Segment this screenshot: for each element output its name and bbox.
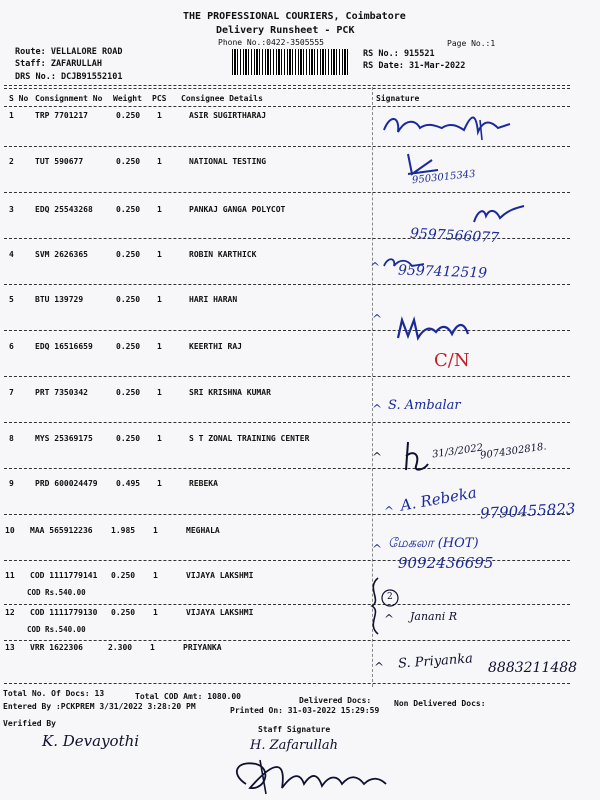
cell-pcs: 1 — [157, 434, 162, 443]
total-docs: Total No. Of Docs: 13 — [3, 689, 105, 698]
printed-on: Printed On: 31-03-2022 15:29:59 — [230, 706, 380, 715]
handwritten-signature: A. Rebeka — [399, 483, 479, 515]
table-row — [0, 571, 600, 587]
cell-sno: 1 — [9, 111, 14, 120]
col-consignment: Consignment No — [35, 94, 103, 103]
cell-pcs: 1 — [157, 157, 162, 166]
table-row — [0, 643, 600, 659]
cell-weight: 0.250 — [116, 250, 141, 259]
handwritten-date: 31/3/2022 — [431, 442, 484, 461]
handwritten-signature: S. Ambalar — [388, 398, 461, 413]
col-sno: S No — [9, 94, 29, 103]
cell-consignment: BTU 139729 — [35, 295, 84, 304]
cell-weight: 0.250 — [116, 388, 141, 397]
tick-mark: ^ — [384, 504, 395, 518]
phone-number: Phone No.:0422-3505555 — [218, 38, 324, 47]
handwritten-phone: 9092436695 — [398, 554, 494, 572]
cell-weight: 1.985 — [111, 526, 136, 535]
cell-weight: 0.250 — [116, 295, 141, 304]
handwritten-signature: மேகலா (HOT) — [388, 536, 479, 551]
row-divider — [4, 640, 570, 641]
cell-consignee: NATIONAL TESTING — [189, 157, 267, 166]
cell-consignee: S T ZONAL TRAINING CENTER — [189, 434, 310, 443]
table-row — [0, 608, 600, 624]
rs-number: RS No.: 915521 — [363, 49, 435, 59]
signature-row-1 — [380, 108, 520, 144]
cell-sno: 9 — [9, 479, 14, 488]
rs-date: RS Date: 31-Mar-2022 — [363, 61, 466, 71]
staff-signature-scribble — [226, 754, 406, 798]
cell-consignment: MYS 25369175 — [35, 434, 93, 443]
cell-weight: 0.250 — [116, 342, 141, 351]
cell-sno: 12 — [5, 608, 15, 617]
handwritten-signature: S. Priyanka — [397, 651, 474, 672]
route: Route: VELLALORE ROAD — [15, 47, 123, 57]
row-divider — [4, 146, 570, 147]
cell-pcs: 1 — [157, 342, 162, 351]
cell-consignment: MAA 565912236 — [30, 526, 93, 535]
table-row — [0, 157, 600, 173]
col-pcs: PCS — [152, 94, 167, 103]
table-row — [0, 250, 600, 266]
runsheet-title: Delivery Runsheet - PCK — [216, 25, 355, 36]
col-signature: Signature — [376, 94, 420, 103]
verified-by: Verified By — [3, 719, 56, 728]
cell-weight: 0.250 — [111, 571, 136, 580]
row-divider — [4, 468, 570, 469]
cell-pcs: 1 — [157, 111, 162, 120]
total-cod: Total COD Amt: 1080.00 — [135, 692, 241, 701]
cell-weight: 0.250 — [111, 608, 136, 617]
cell-weight: 0.250 — [116, 205, 141, 214]
delivered-docs: Delivered Docs: — [299, 696, 372, 705]
bracket-mark — [362, 572, 412, 640]
cell-sno: 13 — [5, 643, 15, 652]
table-row — [0, 479, 600, 495]
cell-weight: 2.300 — [108, 643, 133, 652]
cell-consignment: PRD 600024479 — [35, 479, 98, 488]
cell-consignment: COD 1111779141 — [30, 571, 98, 580]
row-divider — [4, 422, 570, 423]
signature-row-5 — [394, 314, 484, 346]
cell-weight: 0.495 — [116, 479, 141, 488]
row-divider — [4, 192, 570, 193]
tick-mark: ^ — [372, 450, 383, 464]
table-row — [0, 388, 600, 404]
col-weight: Weight — [113, 94, 142, 103]
cell-pcs: 1 — [150, 643, 155, 652]
entered-by: Entered By :PCKPREM 3/31/2022 3:28:20 PM — [3, 702, 196, 711]
staff-signature-label: Staff Signature — [258, 725, 331, 734]
cell-sno: 11 — [5, 571, 15, 580]
cell-consignment: COD 1111779130 — [30, 608, 98, 617]
table-row — [0, 342, 600, 358]
cell-consignment: EDQ 25543268 — [35, 205, 93, 214]
cell-sno: 8 — [9, 434, 14, 443]
signature-row-3 — [468, 200, 538, 230]
cod-amount: COD Rs.540.00 — [27, 588, 86, 597]
col-consignee: Consignee Details — [181, 94, 263, 103]
tick-mark: ^ — [372, 402, 383, 416]
cell-consignee: REBEKA — [189, 479, 218, 488]
cell-consignee: PANKAJ GANGA POLYCOT — [189, 205, 286, 214]
cell-consignment: TUT 590677 — [35, 157, 84, 166]
row-divider — [4, 330, 570, 331]
barcode — [232, 49, 350, 75]
handwritten-phone: 9074302818. — [479, 441, 548, 462]
row-divider — [4, 284, 570, 285]
handwritten-phone: 8883211488 — [488, 660, 578, 676]
cell-pcs: 1 — [157, 250, 162, 259]
cell-sno: 6 — [9, 342, 14, 351]
tick-mark: ^ — [370, 260, 381, 274]
tick-mark: ^ — [372, 542, 383, 556]
handwritten-phone: 9503015343 — [411, 168, 477, 187]
cell-consignment: PRT 7350342 — [35, 388, 88, 397]
cell-consignee: ASIR SUGIRTHARAJ — [189, 111, 267, 120]
tick-mark: ^ — [372, 312, 383, 326]
cell-sno: 7 — [9, 388, 14, 397]
row-divider — [4, 604, 570, 605]
cell-consignee: VIJAYA LAKSHMI — [186, 608, 254, 617]
cell-consignment: EDQ 16516659 — [35, 342, 93, 351]
cell-consignee: ROBIN KARTHICK — [189, 250, 257, 259]
staff-signature: H. Zafarullah — [250, 738, 338, 753]
cell-consignee: VIJAYA LAKSHMI — [186, 571, 254, 580]
cell-consignee: HARI HARAN — [189, 295, 238, 304]
handwritten-signature: Janani R — [410, 610, 457, 623]
divider — [4, 85, 570, 86]
cell-consignee: KEERTHI RAJ — [189, 342, 242, 351]
cell-consignment: VRR 1622306 — [30, 643, 83, 652]
cell-sno: 3 — [9, 205, 14, 214]
cell-sno: 2 — [9, 157, 14, 166]
cell-weight: 0.250 — [116, 434, 141, 443]
handwritten-phone: 9597412519 — [397, 262, 488, 282]
table-row — [0, 526, 600, 542]
cn-note: C/N — [434, 350, 470, 371]
divider — [4, 88, 570, 89]
cell-consignment: TRP 7701217 — [35, 111, 88, 120]
cell-pcs: 1 — [157, 295, 162, 304]
cell-sno: 10 — [5, 526, 15, 535]
cell-pcs: 1 — [153, 608, 158, 617]
row-divider — [4, 683, 570, 684]
cell-consignee: SRI KRISHNA KUMAR — [189, 388, 271, 397]
row-divider — [4, 376, 570, 377]
handwritten-count: 2 — [387, 592, 393, 602]
table-row — [0, 295, 600, 311]
company-title: THE PROFESSIONAL COURIERS, Coimbatore — [183, 11, 406, 22]
cell-sno: 4 — [9, 250, 14, 259]
cell-consignee: PRIYANKA — [183, 643, 222, 652]
cell-weight: 0.250 — [116, 157, 141, 166]
signature-row-8 — [396, 436, 436, 476]
staff: Staff: ZAFARULLAH — [15, 59, 102, 69]
cell-consignment: SVM 2626365 — [35, 250, 88, 259]
page-number: Page No.:1 — [447, 39, 496, 48]
handwritten-phone: 9790455823 — [479, 499, 576, 523]
cell-weight: 0.250 — [116, 111, 141, 120]
non-delivered-docs: Non Delivered Docs: — [394, 699, 486, 708]
tick-mark: ^ — [384, 612, 395, 626]
drs-number: DRS No.: DCJB91552101 — [15, 72, 123, 82]
tick-mark: ^ — [374, 660, 385, 674]
cell-consignee: MEGHALA — [186, 526, 220, 535]
cell-sno: 5 — [9, 295, 14, 304]
verified-signature: K. Devayothi — [42, 732, 140, 750]
cell-pcs: 1 — [157, 479, 162, 488]
cod-amount: COD Rs.540.00 — [27, 625, 86, 634]
cell-pcs: 1 — [153, 526, 158, 535]
cell-pcs: 1 — [157, 205, 162, 214]
handwritten-phone: 9597566077 — [409, 225, 500, 247]
cell-pcs: 1 — [153, 571, 158, 580]
cell-pcs: 1 — [157, 388, 162, 397]
divider — [4, 106, 570, 107]
